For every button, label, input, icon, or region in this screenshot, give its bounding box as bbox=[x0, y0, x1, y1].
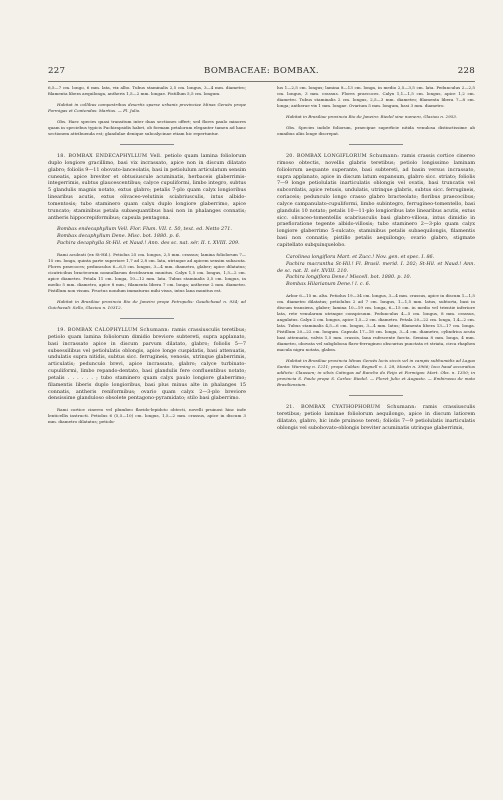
species-20-heading: 20. BOMBAX LONGIFLORUM Schumann: bbox=[286, 153, 400, 159]
species-19-paragraph bbox=[48, 327, 246, 402]
page-number-left: 227 bbox=[48, 66, 66, 76]
obs-paragraph: Obs. Haec species quasi transitum inter duas sectiones offert; sed flores paulo minores quam in speciebus typicis Pachirapsidis habet, ob formam petalorum eleganter tamen ad hanc sectionem attribuenda est; glandulae denique subcalycinae etiam hic repertuntur. bbox=[48, 119, 246, 136]
species-21-heading: 21. BOMBAX CYATHOPHORUM Schumann: bbox=[286, 404, 417, 411]
desc-paragraph: lus 1—2,5 cm. longus; lamina 8—13 cm. longa, in medio 2,5—3,5 cm. lata. Pedunculus 2—2,5 cm. longus, 3 mm. crassus. Flores praecoces. Calyx 1,1—1,5 cm. longus, apice 1,2 cm. diametro. Tubus staminalis 2 cm. longus, 2,5—3 mm. diametro; filamenta libera 7—8 cm. longa; antherae vix 1 mm. longae. Ovarium 5 mm. longum, basi 3 mm. diametro. bbox=[277, 85, 475, 108]
section-divider bbox=[120, 318, 174, 319]
synonym-line: Bombax Hilarianum Dene.! l. c. 6. bbox=[286, 281, 371, 288]
species-18-diagnosis: petiolo quam lamina foliolorum duplo longiore gracillimo, basi vix incrassato, apice non in discum dilatato glabro; foliolis 9—11 obovato-lanceolatis, basi in petiolulum articulatum sensim cuneatis, apice breviter et obtusiuscule acuminatis, herbaceis glaberrimis-integerrimis, subtus glaucescentibus; calyce cupuliformi, limbo integro, subtus 5 glandulis magnis notato, extus glabro; petalis 7-plo quam calyx longioribus linearibus acutis, extus olivaceo-velutinis sciabriusculis, intus albido-tomentosis; tubo staminero quam calyx duplo longiore glaberrimo, apice truncato; staminibus petala subaequantibus basi non in phalanges connatis; antheris hippocrepiformibus; capsula pentagona. bbox=[48, 153, 247, 221]
synonym-line: Bombax decaphyllum Dene. Misc. bot. 1880. p. 6. bbox=[57, 233, 181, 240]
species-18-paragraph bbox=[48, 153, 246, 221]
species-19-heading: 19. BOMBAX CALOPHYLLUM Schumann: bbox=[57, 326, 170, 333]
synonym-line: Pachira longiflora Dene.! Miscell. bot. 1880. p. 10. bbox=[286, 274, 412, 281]
section-divider bbox=[349, 144, 403, 145]
species-19-diagnosis: ramis crassiusculis teretibus; petiolo quam lamina foliolorum dimidio breviore subtereti, supra applanato, basi incrassato apice in discum parvum dilatato, glabro; foliolis 5—7 subsessilibus vel petiolulatis oblongis, apice longe cuspidatis, basi attenuatis, undulatis supra nitidis, subtus sicc. ferrugineis, venosis, utrinque glaberrimis, articulatis; pedunculo brevi, apice incrassato, glabro; calyce turbinato-cupuliformi, limbo repando-dentato, basi glandulis fere confluentibus notato; petalis . . . . . . ; tubo staminero quam calyx paulo longiore glaberrimo; filamentis liberis duplo longioribus, basi plus minus alte in phalanges 15 connatis, antheris reniformibus; ovario quam calyx 2—3-plo breviore densissime glanduloso obsolete pentagono-pyramidato; stilo basi glaberrimo. bbox=[48, 326, 246, 402]
habitat-paragraph: Habitat in Brasiliae provincia Rio de Janeiro: Riedel sine numero, Glaziou n. 2953. bbox=[286, 114, 458, 119]
page-number-right: 228 bbox=[457, 66, 475, 76]
species-20-paragraph bbox=[277, 153, 475, 249]
species-21-paragraph bbox=[277, 404, 475, 431]
page-header bbox=[48, 66, 475, 80]
section-divider bbox=[120, 144, 174, 145]
desc-paragraph: 6,5—7 cm. longo, 6 mm. lata, vix albo. Tubus staminalis 2,5 cm. longus, 3—4 mm. diametro; filamenta libera aequilonga, antheris 1,5—2 mm. longae. Pistillum 5,5 cm. longum. bbox=[48, 85, 246, 96]
section-divider bbox=[349, 395, 403, 396]
header-rule bbox=[48, 81, 475, 82]
habitat-paragraph: Habitat in collibus campestribus desertis sparse urbanis provinciae Minas Geraës prope Formigas et Contendas: Martius. — Fl. Julio. bbox=[48, 102, 246, 113]
species-18-heading: 18. BOMBAX ENDECAPHYLLUM Vell. bbox=[57, 153, 162, 159]
desc-paragraph: Rami cortice cinereo vel plumbeo flavido-lepidoto obtecti, novelli pruinosi hinc inde lenticellis instructi. Petiolus 6 (5,5—10) cm. longus, 1,5—2 mm. crassus, apice in discum 3 mm. diametro dilatatus; petiolu- bbox=[48, 407, 246, 425]
right-column bbox=[277, 85, 475, 780]
synonym-line: Pachira macrantha St-Hil.! Fl. Brasil. merid. I. 202; St-Hil. et Naud.! Ann. de sc. nat. II. sér. XVIII. 210. bbox=[277, 260, 475, 274]
habitat-paragraph: Habitat in Brasiliae provincia Minas Geraës locis siccis vel in campis subhumidis ad Lagoa Santa: Warming n. 1211; prope Caldas: Regnell n. I. 28, Mosén n. 3966; loco haud accuratius addicto: Claussen; in silvis Catingas ad Rancho do Feijo et Formigas: Mart. Obs. n. 1350; in provincia S. Paulo prope S. Carlos: Riedel. — Floret Julio et Augusto. — Embirussu de mato Brasiliensium. bbox=[277, 358, 475, 388]
species-21-diagnosis: ramis crassiusculis teretibus; petiolo laminae foliolorum aequilongo, apice in discum latiorem dilatato, glabro, hic inde pruinoso tereti; foliolis 7—9 petiolulatis inarticulatis oblongis vel subobovato-oblongis breviter acuminatis utrinque glaberrimis, bbox=[277, 404, 475, 431]
synonym-line: Bombax endecaphyllum Vell. Flor. Flum. VII. t. 50, text. ed. Netto 271. bbox=[57, 226, 232, 233]
habitat-paragraph: Habitat in Brasiliae provincia Rio de Janeiro prope Petropolis: Gaudichaud n. 934; ad Guichavali: Sello, Glaziou n. 10312. bbox=[48, 298, 246, 310]
obs-paragraph: Obs. Species indole foliorum, praecipue superficie nitida venulosa distinctissime ab omnibus aliis longe discrepat. bbox=[277, 125, 475, 136]
desc-paragraph: Arbor 6—15 m. alta. Petiolus 19—34 cm. longus, 3—4 mm. crassus, apice in discum 1—1,5 cm. diametro dilatatus; petiolulus 2 ad 7 cm. longus, 1—1,5 mm. latus, subtorta, basi in discum transiens, glaber; lamina 10—19 cm. longa, 6—15 cm. in medio vel trientie inferiore lata, rete venularum utrinque conspicuum. Pedunculus 4—5 cm. longus, 8 mm. crassus, angulatus. Calyx 2 cm. longus, apice 1,5—2 cm. diametro. Petala 20—22 cm. longa, 1,4—2 cm. lata. Tubus staminalis 4,5—6 cm. longus, 3—4 mm. latus; filamenta libera 13—17 cm. longa. Pistillum 20—22 cm. longum. Capsula 17—18 cm. longa, 3—4 cm. diametro, cylindrica acuta basi attenuata, valvis 1,5 mm. crassis, lana rufescente farcta. Semina 8 mm. longa, 4 mm. diametro, obovata vel subglobosa flavo-ferrugineo obscurius punctata et striata, circa rhaphen macula nigra notata, glabra. bbox=[277, 293, 475, 353]
desc-paragraph: Rami aculeati (ex St-Hil.). Petiolus 25 cm. longus, 2,5 mm. crassus; lamina foliolorum 7—15 cm. longa, quinta parte superiore 1,7 ad 2,8 cm. lata, utrinque ad apicem sensim subacuta. Flores praecoces; pedunculus 6—6,5 cm. longus, 3—4 mm. diametro, glaber; apice dilatatus; cicatricibus bracteorum nonnullarum decidearum munitus. Calyx 1,5 cm. longus, 1,5—2 cm. apice diametro. Petala 11 cm. longa, 10—12 mm. lata. Tubus staminalis 3,5 cm. longus, in medio 5 mm. diametro, apice 8 mm.; filamenta libera 7 cm. longa; antherae 2 mm. diametro. Pistillum non visum. Fructus nondum immaturus mihi visus, intus lana munitus est. bbox=[48, 251, 246, 293]
synonym-line: Pachira decaphylla St-Hil. et Naud.! Ann. des sc. nat. sér. II. t. XVIII. 209. bbox=[57, 240, 240, 247]
synonym-line: Carolinea longiflora Mart. et Zucc.! Nov. gen. et spec. I. 86. bbox=[286, 253, 435, 260]
left-column bbox=[48, 85, 246, 780]
running-title: BOMBACEAE: BOMBAX. bbox=[204, 66, 319, 76]
species-20-diagnosis: ramis crassis cortice cinereo rimoso obtectis, novellis glabris teretibus; petiolo longissimo laminam foliolorum aequante superante, basi subtereti, ad basin versus incrassato, supra applanato, apice in discum latum expansum, glabro sicc. striato; foliolis 7—9 longe petiolulatis inarticulatis oblongis vel ovatis, basi truncatis vel subcordatis, apice retusis, undulatis, utrinque glabris, subtus sicc. ferrugineis, coriaceis; pedunculo longo crasso glabro bracteolato; floribus praecocibus; calyce campanulato-cupuliformi, limbo subintegro, ferrugineo-tomentello, basi glandulis 10 notato; petalis 10—11-plo longioribus late linearibus acutis, extus sicc. olivaceo-tomentellis scabriusculis basi glabro-villosa, intus dimidio in praefloratione tegente albido-villosis; tubo staminero 2—3-plo quam calyx longiore glaberrimo 5-sulcato; staminibus petalis subaequilongis, filamentis basi non connatis; pistillo petalis aequilongo; ovario glabro, stigmate capitellato subquinquelobo. bbox=[277, 153, 475, 248]
